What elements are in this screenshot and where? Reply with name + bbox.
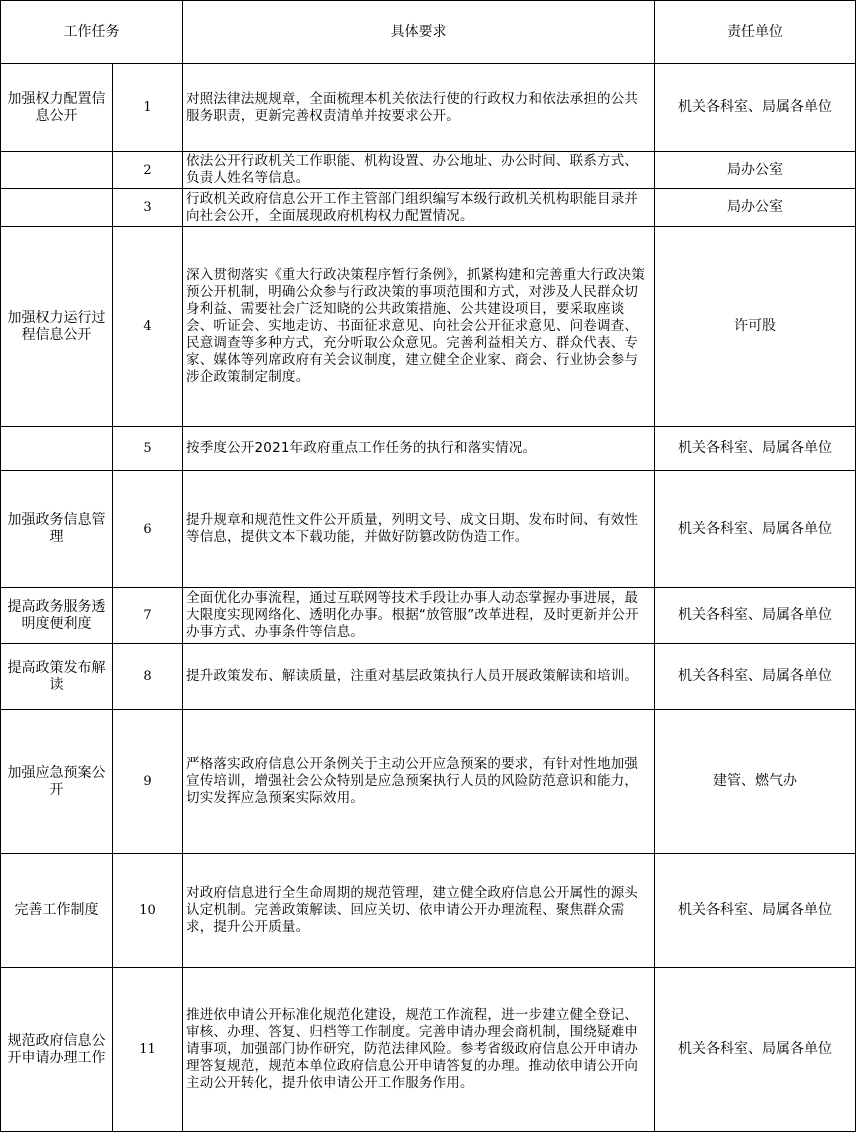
unit-cell: 机关各科室、局属各单位 (655, 644, 856, 710)
task-cell: 加强政务信息管理 (1, 471, 113, 588)
requirement-cell: 对政府信息进行全生命周期的规范管理，建立健全政府信息公开属性的源头认定机制。完善政策解读、回应关切、依申请公开办理流程、聚焦群众需求，提升公开质量。 (183, 854, 655, 968)
number-cell: 7 (113, 588, 183, 644)
requirement-cell: 提升政策发布、解读质量，注重对基层政策执行人员开展政策解读和培训。 (183, 644, 655, 710)
table-row (1, 588, 856, 644)
requirement-cell: 依法公开行政机关工作职能、机构设置、办公地址、办公时间、联系方式、负责人姓名等信息。 (183, 152, 655, 189)
header-requirement: 具体要求 (183, 1, 655, 64)
requirement-cell: 按季度公开2021年政府重点工作任务的执行和落实情况。 (183, 427, 655, 471)
table-row (1, 644, 856, 710)
number-cell: 8 (113, 644, 183, 710)
table-row (1, 189, 856, 227)
number-cell: 2 (113, 152, 183, 189)
task-cell: 加强应急预案公开 (1, 710, 113, 854)
requirement-cell: 推进依申请公开标准化规范化建设，规范工作流程，进一步建立健全登记、审核、办理、答复、归档等工作制度。完善申请办理会商机制，围绕疑难申请事项，加强部门协作研究，防范法律风险。参考省级政府信息公开申请办理答复规范，规范本单位政府信息公开申请答复的办理。推动依申请公开向主动公开转化，提升依申请公开工作服务作用。 (183, 968, 655, 1132)
number-cell: 10 (113, 854, 183, 968)
requirement-cell: 行政机关政府信息公开工作主管部门组织编写本级行政机关机构职能目录并向社会公开，全面展现政府机构权力配置情况。 (183, 189, 655, 227)
task-cell: 完善工作制度 (1, 854, 113, 968)
requirement-cell: 提升规章和规范性文件公开质量，列明文号、成文日期、发布时间、有效性等信息，提供文本下载功能，并做好防篡改防伪造工作。 (183, 471, 655, 588)
number-cell: 5 (113, 427, 183, 471)
unit-cell: 机关各科室、局属各单位 (655, 968, 856, 1132)
requirement-cell: 严格落实政府信息公开条例关于主动公开应急预案的要求，有针对性地加强宣传培训，增强社会公众特别是应急预案执行人员的风险防范意识和能力，切实发挥应急预案实际效用。 (183, 710, 655, 854)
unit-cell: 机关各科室、局属各单位 (655, 854, 856, 968)
unit-cell: 建管、燃气办 (655, 710, 856, 854)
table-row (1, 227, 856, 427)
requirement-cell: 全面优化办事流程，通过互联网等技术手段让办事人动态掌握办事进展，最大限度实现网络化、透明化办事。根据“放管服”改革进程，及时更新并公开办事方式、办事条件等信息。 (183, 588, 655, 644)
unit-cell: 许可股 (655, 227, 856, 427)
number-cell: 11 (113, 968, 183, 1132)
table-row (1, 854, 856, 968)
number-cell: 3 (113, 189, 183, 227)
table-row (1, 710, 856, 854)
task-cell: 提高政务服务透明度便利度 (1, 588, 113, 644)
number-cell: 9 (113, 710, 183, 854)
table-row (1, 152, 856, 189)
number-cell: 6 (113, 471, 183, 588)
task-cell (1, 189, 113, 227)
table-row (1, 64, 856, 152)
number-cell: 1 (113, 64, 183, 152)
requirement-cell: 对照法律法规规章，全面梳理本机关依法行使的行政权力和依法承担的公共服务职责，更新完善权责清单并按要求公开。 (183, 64, 655, 152)
unit-cell: 机关各科室、局属各单位 (655, 64, 856, 152)
unit-cell: 机关各科室、局属各单位 (655, 588, 856, 644)
task-cell: 规范政府信息公开申请办理工作 (1, 968, 113, 1132)
unit-cell: 机关各科室、局属各单位 (655, 471, 856, 588)
unit-cell: 局办公室 (655, 189, 856, 227)
unit-cell: 机关各科室、局属各单位 (655, 427, 856, 471)
number-cell: 4 (113, 227, 183, 427)
table-row (1, 968, 856, 1132)
table-row (1, 471, 856, 588)
requirement-cell: 深入贯彻落实《重大行政决策程序暂行条例》，抓紧构建和完善重大行政决策预公开机制，明确公众参与行政决策的事项范围和方式，对涉及人民群众切身利益、需要社会广泛知晓的公共政策措施、公共建设项目，要采取座谈会、听证会、实地走访、书面征求意见、向社会公开征求意见、问卷调查、民意调查等多种方式，充分听取公众意见。完善利益相关方、群众代表、专家、媒体等列席政府有关会议制度，建立健全企业家、商会、行业协会参与涉企政策制定制度。 (183, 227, 655, 427)
task-cell (1, 152, 113, 189)
table-row (1, 427, 856, 471)
header-row (1, 1, 856, 64)
task-cell (1, 427, 113, 471)
unit-cell: 局办公室 (655, 152, 856, 189)
task-cell: 提高政策发布解读 (1, 644, 113, 710)
header-unit: 责任单位 (655, 1, 856, 64)
header-task: 工作任务 (1, 1, 183, 64)
task-cell: 加强权力运行过程信息公开 (1, 227, 113, 427)
task-cell: 加强权力配置信息公开 (1, 64, 113, 152)
